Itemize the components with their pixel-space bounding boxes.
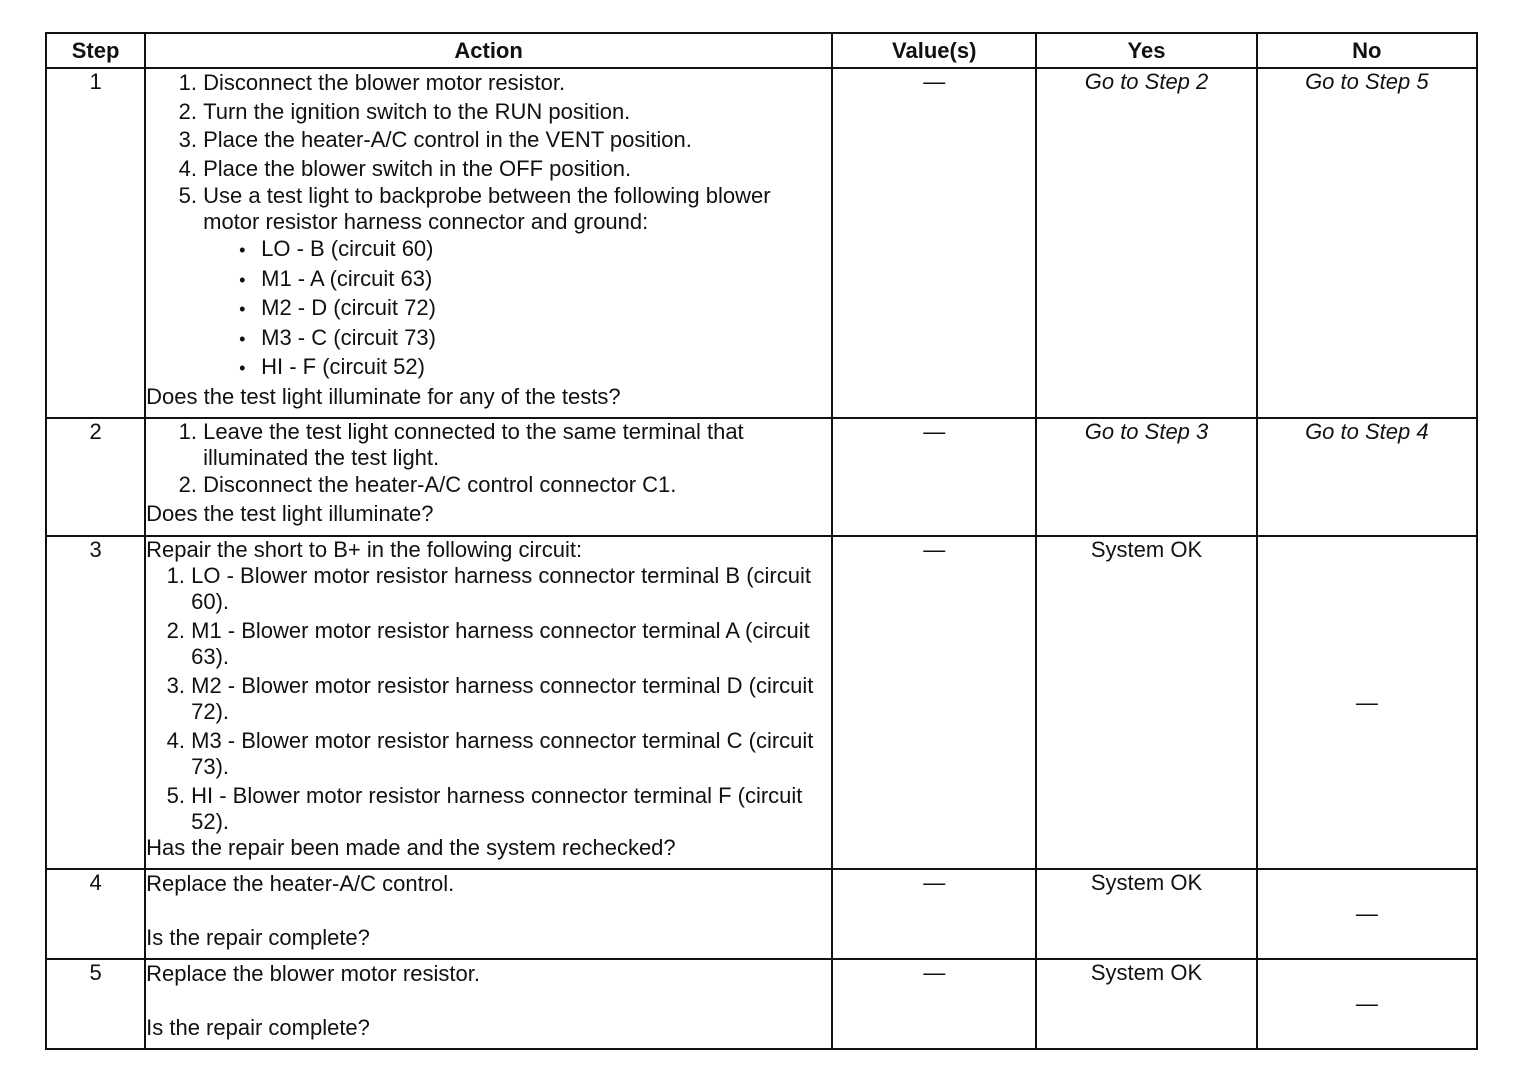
header-yes: Yes (1036, 33, 1256, 68)
table-row (46, 418, 1477, 536)
action-step: 1. LO - Blower motor resistor harness connector terminal B (circuit 60). (191, 563, 831, 618)
circuit-item: • M2 - D (circuit 72) (239, 294, 831, 324)
header-no: No (1257, 33, 1477, 68)
header-values: Value(s) (832, 33, 1036, 68)
yes-result: Go to Step 2 (1036, 68, 1256, 418)
no-result: Go to Step 5 (1257, 68, 1477, 418)
table-row (46, 869, 1477, 959)
action-step: 5. HI - Blower motor resistor harness connector terminal F (circuit 52). (191, 783, 831, 834)
action-question: Is the repair complete? (146, 925, 370, 950)
no-result: — (1257, 536, 1477, 869)
action-step-text: Use a test light to backprobe between the following blower motor resistor harness connector and ground: (203, 183, 771, 234)
circuit-item: • HI - F (circuit 52) (239, 353, 831, 383)
action-cell (145, 536, 832, 869)
table-row (46, 68, 1477, 418)
action-step: 4. M3 - Blower motor resistor harness connector terminal C (circuit 73). (191, 728, 831, 783)
action-intro: Repair the short to B+ in the following circuit: (146, 537, 583, 562)
step-number: 4 (46, 869, 145, 959)
no-result: — (1257, 959, 1477, 1049)
circuit-item: • LO - B (circuit 60) (239, 235, 831, 265)
action-step (203, 183, 831, 383)
value-cell: — (832, 869, 1036, 959)
yes-result: System OK (1036, 536, 1256, 869)
action-step: 2. Turn the ignition switch to the RUN position. (203, 98, 831, 127)
value-cell: — (832, 68, 1036, 418)
action-step: 1. Leave the test light connected to the same terminal that illuminated the test light. (203, 419, 831, 470)
action-cell (145, 68, 832, 418)
action-steps (146, 563, 831, 834)
action-steps (146, 419, 831, 500)
step-number: 3 (46, 536, 145, 869)
action-cell (145, 869, 832, 959)
action-intro: Replace the heater-A/C control. (146, 871, 455, 896)
action-step: 2. M1 - Blower motor resistor harness connector terminal A (circuit 63). (191, 618, 831, 673)
action-cell (145, 418, 832, 536)
action-intro: Replace the blower motor resistor. (146, 961, 480, 986)
header-step: Step (46, 33, 145, 68)
yes-result: System OK (1036, 869, 1256, 959)
action-step: 2. Disconnect the heater-A/C control connector C1. (203, 470, 831, 500)
step-number: 2 (46, 418, 145, 536)
action-question: Is the repair complete? (146, 1015, 370, 1040)
circuit-list (203, 235, 831, 383)
value-cell: — (832, 418, 1036, 536)
value-cell: — (832, 959, 1036, 1049)
action-question: Does the test light illuminate for any of the tests? (146, 383, 621, 409)
action-step: 4. Place the blower switch in the OFF position. (203, 155, 831, 184)
table-row (46, 959, 1477, 1049)
header-row (46, 33, 1477, 68)
action-question: Has the repair been made and the system rechecked? (146, 835, 676, 860)
step-number: 5 (46, 959, 145, 1049)
action-steps (146, 69, 831, 383)
value-cell: — (832, 536, 1036, 869)
action-step: 1. Disconnect the blower motor resistor. (203, 69, 831, 98)
action-cell (145, 959, 832, 1049)
header-action: Action (145, 33, 832, 68)
no-result: — (1257, 869, 1477, 959)
no-result: Go to Step 4 (1257, 418, 1477, 536)
step-number: 1 (46, 68, 145, 418)
yes-result: Go to Step 3 (1036, 418, 1256, 536)
circuit-item: • M1 - A (circuit 63) (239, 265, 831, 295)
yes-result: System OK (1036, 959, 1256, 1049)
diagnostic-table (45, 32, 1478, 1050)
action-step: 3. M2 - Blower motor resistor harness connector terminal D (circuit 72). (191, 673, 831, 728)
action-step: 3. Place the heater-A/C control in the VENT position. (203, 126, 831, 155)
table-row (46, 536, 1477, 869)
action-question: Does the test light illuminate? (146, 501, 434, 526)
circuit-item: • M3 - C (circuit 73) (239, 324, 831, 354)
